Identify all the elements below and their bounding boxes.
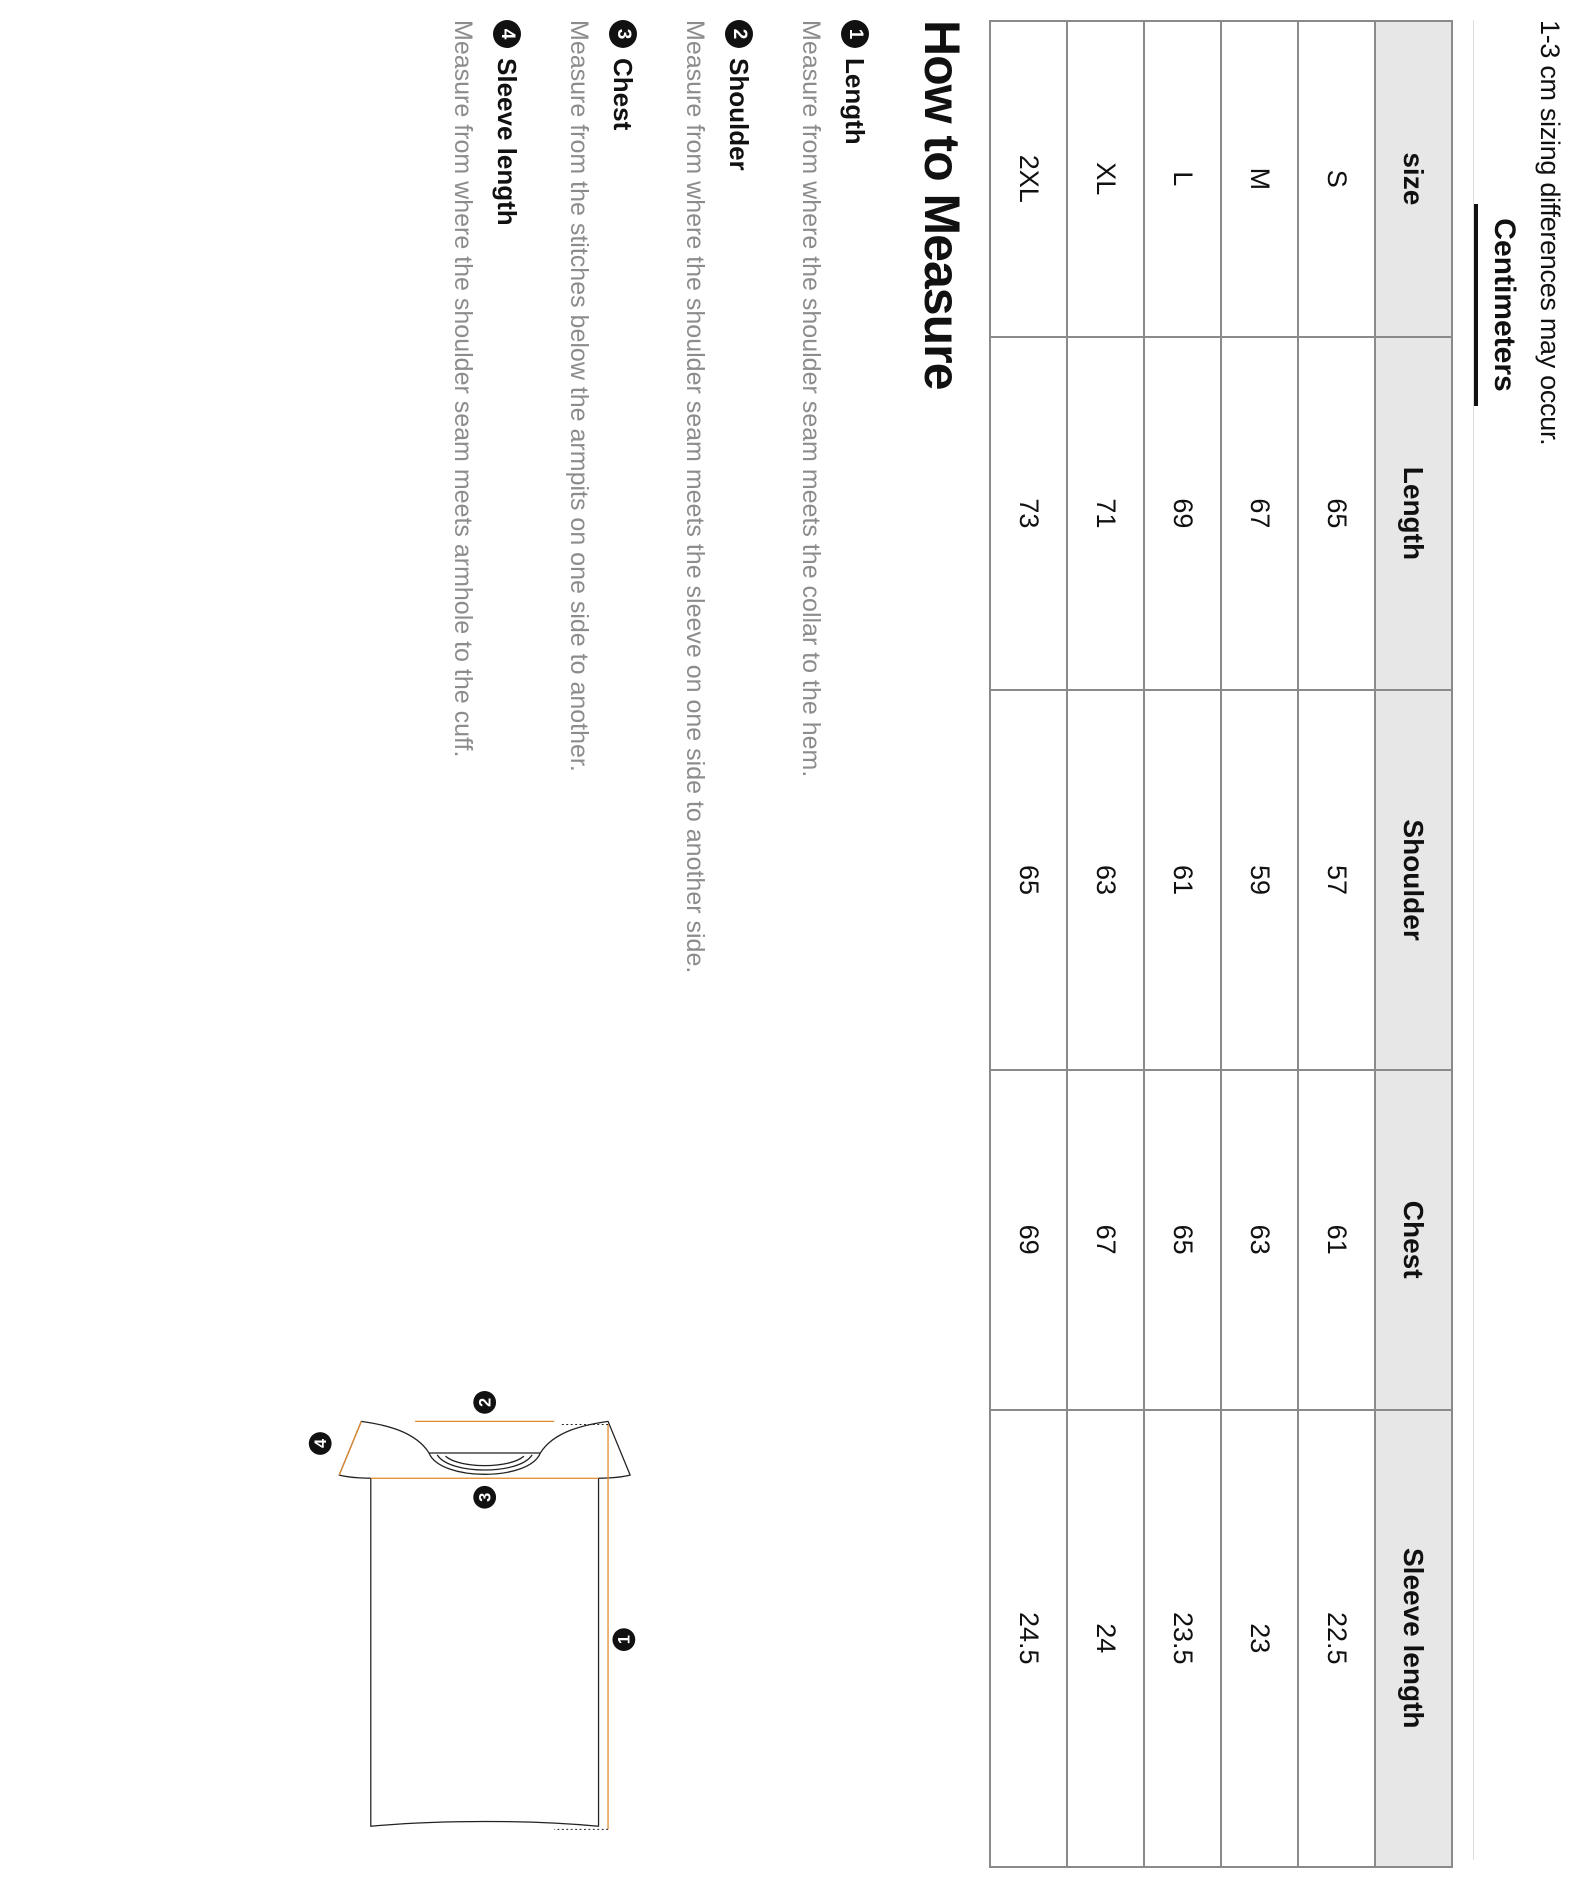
cell-size: 2XL	[990, 21, 1067, 337]
cell-sleeve-length: 24	[1067, 1410, 1144, 1868]
tshirt-body-outline	[339, 1421, 630, 1826]
guide-item-desc: Measure from where the shoulder seam meets the sleeve on one side to another side.	[681, 20, 709, 974]
cell-shoulder: 59	[1221, 690, 1298, 1070]
header-length: Length	[1375, 337, 1452, 691]
unit-tab-label: Centimeters	[1488, 218, 1521, 392]
header-chest: Chest	[1375, 1070, 1452, 1410]
cell-length: 73	[990, 337, 1067, 691]
table-row	[1221, 21, 1298, 1867]
guide-item-name: Shoulder	[724, 58, 755, 171]
how-to-measure-title: How to Measure	[914, 20, 970, 390]
cell-chest: 63	[1221, 1070, 1298, 1410]
marker-1: 1	[615, 1635, 634, 1645]
header-shoulder: Shoulder	[1375, 690, 1452, 1070]
guide-item-name: Length	[840, 58, 871, 145]
table-row	[1067, 21, 1144, 1867]
guide-item-desc: Measure from where the shoulder seam meets the collar to the hem.	[797, 20, 825, 778]
guide-item-length	[761, 20, 877, 1020]
number-badge-icon: 2	[725, 20, 753, 48]
guide-item-name: Sleeve length	[492, 58, 523, 226]
marker-2: 2	[476, 1397, 495, 1407]
number-badge-icon: 4	[493, 20, 521, 48]
sizing-disclaimer: 1-3 cm sizing differences may occur.	[1535, 20, 1565, 446]
cell-sleeve-length: 22.5	[1298, 1410, 1375, 1868]
size-table	[989, 20, 1453, 1868]
cell-sleeve-length: 23	[1221, 1410, 1298, 1868]
table-row	[990, 21, 1067, 1867]
guide-item-desc: Measure from the stitches below the armpits on one side to another.	[565, 20, 593, 772]
number-badge-icon: 1	[841, 20, 869, 48]
guide-item-chest	[529, 20, 645, 1020]
cell-shoulder: 63	[1067, 690, 1144, 1070]
cell-shoulder: 57	[1298, 690, 1375, 1070]
table-row	[1298, 21, 1375, 1867]
tab-divider	[1473, 20, 1474, 1860]
guide-item-name: Chest	[608, 58, 639, 131]
guide-item-sleeve-length	[413, 20, 529, 1020]
collar-inner	[437, 1455, 532, 1470]
sleeve-measure-line	[339, 1421, 361, 1475]
cell-size: L	[1144, 21, 1221, 337]
guide-item-desc: Measure from where the shoulder seam meets armhole to the cuff.	[449, 20, 477, 758]
header-size: size	[1375, 21, 1452, 337]
tshirt-measurement-diagram	[1, 1260, 981, 1880]
cell-chest: 67	[1067, 1070, 1144, 1410]
cell-sleeve-length: 23.5	[1144, 1410, 1221, 1868]
cell-size: S	[1298, 21, 1375, 337]
header-sleeve-length: Sleeve length	[1375, 1410, 1452, 1868]
cell-length: 67	[1221, 337, 1298, 691]
marker-3: 3	[476, 1492, 495, 1502]
cell-shoulder: 61	[1144, 690, 1221, 1070]
table-header-row	[1375, 21, 1452, 1867]
cell-size: XL	[1067, 21, 1144, 337]
table-row	[1144, 21, 1221, 1867]
cell-chest: 61	[1298, 1070, 1375, 1410]
cell-chest: 65	[1144, 1070, 1221, 1410]
cell-length: 71	[1067, 337, 1144, 691]
unit-tab-centimeters[interactable]	[1473, 200, 1527, 410]
guide-item-shoulder	[645, 20, 761, 1020]
cell-size: M	[1221, 21, 1298, 337]
cell-shoulder: 65	[990, 690, 1067, 1070]
cell-sleeve-length: 24.5	[990, 1410, 1067, 1868]
number-badge-icon: 3	[609, 20, 637, 48]
measure-guide	[413, 20, 877, 1020]
collar-band	[445, 1456, 523, 1465]
cell-chest: 69	[990, 1070, 1067, 1410]
cell-length: 69	[1144, 337, 1221, 691]
cell-length: 65	[1298, 337, 1375, 691]
marker-4: 4	[311, 1438, 330, 1449]
